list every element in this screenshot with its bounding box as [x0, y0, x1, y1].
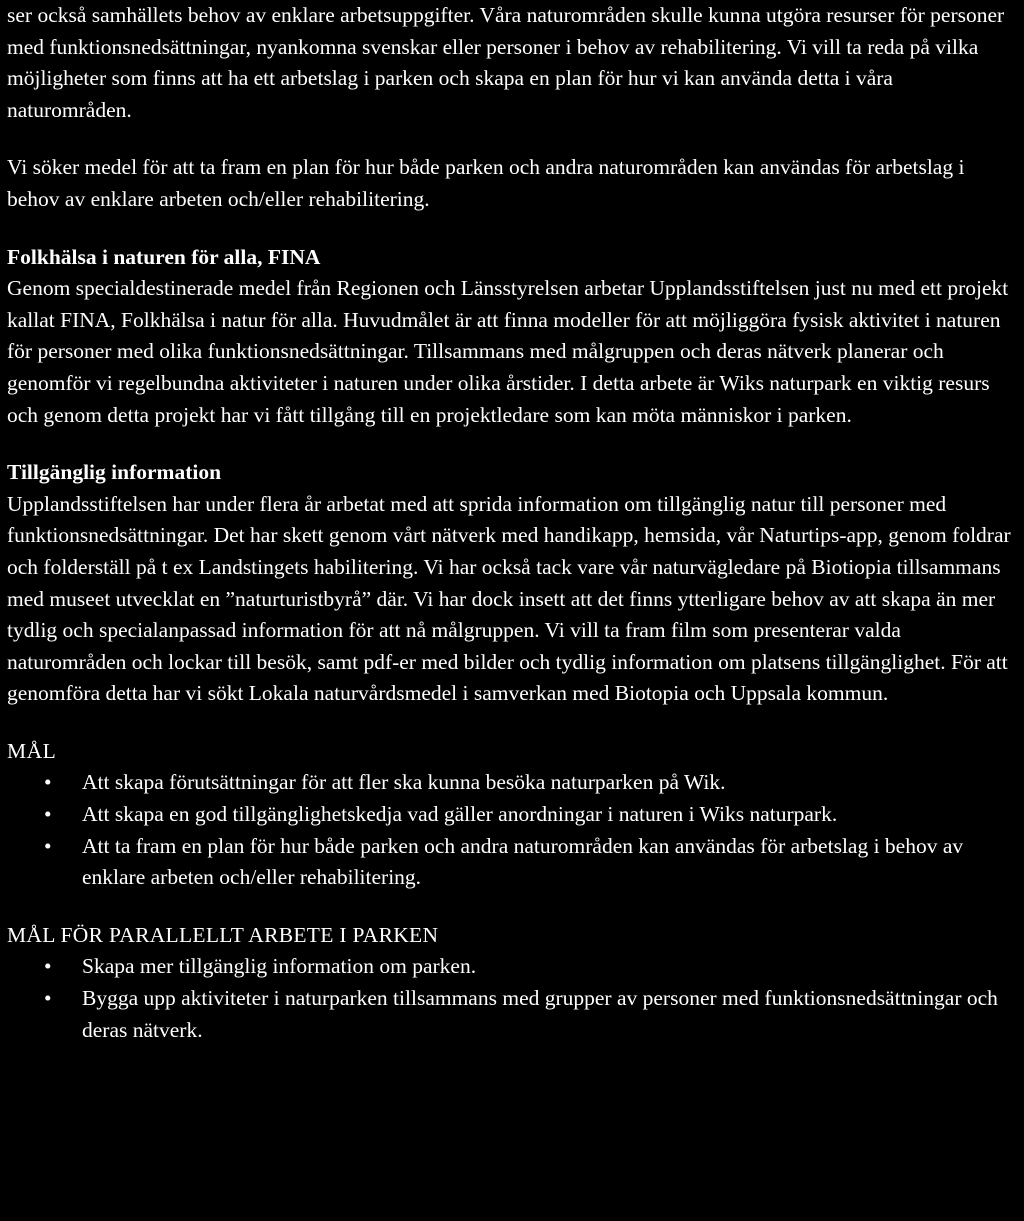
goals-heading: MÅL [7, 738, 57, 763]
parallel-goals-heading: MÅL FÖR PARALLELLT ARBETE I PARKEN [7, 922, 439, 947]
info-paragraph: Upplandsstiftelsen har under flera år arbetat med att sprida information om tillgänglig natur till personer med funktionsnedsättningar. Det har skett genom vårt nätverk med handikapp, hemsida, vår Naturtips-app, genom foldrar och folderställ på t ex Landstingets habilitering. Vi har också tack vare vår naturvägledare på Biotiopia tillsammans med museet utvecklat en ”naturturistbyrå” där. Vi har dock insett att det finns ytterligare behov av att skapa än mer tydlig och specialanpassad information för att nå målgruppen. Vi vill ta fram film som presenterar valda naturområden och lockar till besök, samt pdf-er med bilder och tydlig information om platsens tillgänglighet. För att genomföra detta har vi sökt Lokala naturvårdsmedel i samverkan med Biotopia och Uppsala kommun. [7, 491, 1011, 706]
parallel-goals-list [7, 951, 1018, 1046]
list-item [7, 799, 1018, 831]
list-item-text: Skapa mer tillgänglig information om parken. [82, 954, 477, 979]
fina-heading: Folkhälsa i naturen för alla, FINA [7, 244, 321, 269]
list-item [7, 767, 1018, 799]
funding-paragraph: Vi söker medel för att ta fram en plan för hur både parken och andra naturområden kan användas för arbetslag i behov av enklare arbeten och/eller rehabilitering. [7, 155, 965, 211]
paragraph-gap [7, 126, 1018, 152]
bullet-icon: • [44, 770, 52, 795]
paragraph-gap [7, 216, 1018, 242]
info-heading: Tillgänglig information [7, 460, 222, 485]
list-item-text: Att ta fram en plan för hur både parken och andra naturområden kan användas för arbetslag i behov av enklare arbeten och/eller rehabilitering. [82, 833, 964, 890]
intro-paragraph: ser också samhällets behov av enklare arbetsuppgifter. Våra naturområden skulle kunna utgöra resurser för personer med funktionsnedsättningar, nyankomna svenskar eller personer i behov av rehabilitering. Vi vill ta reda på vilka möjligheter som finns att ha ett arbetslag i parken och skapa en plan för hur vi kan använda detta i våra naturområden. [7, 3, 1005, 122]
list-item-text: Att skapa en god tillgänglighetskedja vad gäller anordningar i naturen i Wiks naturpark. [82, 802, 838, 827]
paragraph-gap [7, 894, 1018, 920]
bullet-icon: • [44, 986, 52, 1011]
bullet-icon: • [44, 802, 52, 827]
paragraph-gap [7, 431, 1018, 457]
paragraph-gap [7, 710, 1018, 736]
list-item [7, 831, 1018, 894]
list-item [7, 951, 1018, 983]
goals-list [7, 767, 1018, 893]
list-item [7, 983, 1018, 1046]
list-item-text: Att skapa förutsättningar för att fler ska kunna besöka naturparken på Wik. [82, 770, 726, 795]
bullet-icon: • [44, 833, 52, 858]
fina-paragraph: Genom specialdestinerade medel från Regionen och Länsstyrelsen arbetar Upplandsstiftelsen just nu med ett projekt kallat FINA, Folkhälsa i natur för alla. Huvudmålet är att finna modeller för att möjliggöra fysisk aktivitet i naturen för personer med olika funktionsnedsättningar. Tillsammans med målgruppen och deras nätverk planerar och genomför vi regelbundna aktiviteter i naturen under olika årstider. I detta arbete är Wiks naturpark en viktig resurs och genom detta projekt har vi fått tillgång till en projektledare som kan möta människor i parken. [7, 276, 1009, 427]
bullet-icon: • [44, 954, 52, 979]
list-item-text: Bygga upp aktiviteter i naturparken tillsammans med grupper av personer med funktionsnedsättningar och deras nätverk. [82, 986, 998, 1042]
